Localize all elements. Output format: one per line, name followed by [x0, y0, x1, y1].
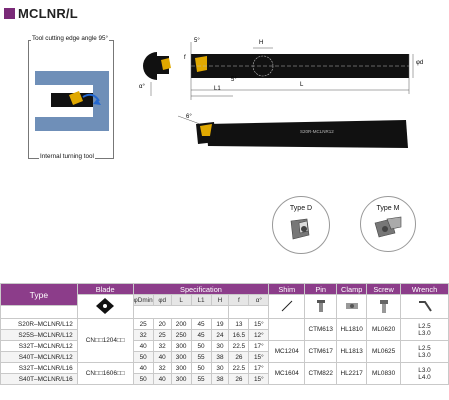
label-f-angle: 5°: [194, 38, 200, 44]
inset-caption-bottom: Internal turning tool: [40, 153, 94, 160]
title-text: MCLNR/L: [18, 6, 78, 21]
tool-holder-3d-graphic: [170, 112, 410, 162]
sub-h: H: [211, 295, 229, 306]
shim-value: MC1604: [269, 363, 305, 385]
sub-l1: L1: [191, 295, 211, 306]
shim-icon: [269, 295, 305, 319]
type-m-label: Type M: [376, 205, 400, 212]
tool-holder-perspective: [170, 112, 410, 167]
tool-holder-diagram: [135, 30, 425, 115]
label-l: L: [300, 82, 304, 88]
wrench-value: L2.5 L3.0: [401, 341, 449, 363]
col-shim: Shim: [269, 284, 305, 295]
inset-caption-top: Tool cutting edge angle 95°: [32, 35, 109, 42]
clamp-value: HL2217: [337, 363, 367, 385]
table-row: S40T–MCLNR/L16 50 40 300 55 38 26 15°: [1, 374, 449, 385]
col-screw: Screw: [367, 284, 401, 295]
clamp-icon: [337, 295, 367, 319]
table-row: S20R–MCLNR/L12 CN□□1204□□ 25 20 200 45 19 13 15° CTM613 HL1810 ML0620 L2.5 L3.0: [1, 319, 449, 330]
col-specification: Specification: [133, 284, 269, 295]
type-m-diagram: [360, 196, 416, 252]
col-type: Type: [1, 284, 78, 306]
wrench-value: L3.0 L4.0: [401, 363, 449, 385]
type-d-diagram: [272, 196, 330, 254]
label-5deg: 5°: [231, 77, 237, 83]
screw-value: ML0625: [367, 341, 401, 363]
label-l1: L1: [214, 86, 221, 92]
table-header-row: [1, 284, 449, 295]
sub-alpha: α°: [249, 295, 269, 306]
blade-code-16: CN□□1606□□: [77, 363, 133, 385]
sub-f: f: [229, 295, 249, 306]
screw-value: ML0620: [367, 319, 401, 341]
col-clamp: Clamp: [337, 284, 367, 295]
col-wrench: Wrench: [401, 284, 449, 295]
wrench-icon: [401, 295, 449, 319]
wrench-value: L2.5 L3.0: [401, 319, 449, 341]
pin-value: CTM613: [305, 319, 337, 341]
specification-table: [0, 283, 449, 385]
col-pin: Pin: [305, 284, 337, 295]
type-m-clamp-graphic: [361, 197, 417, 253]
type-d-clamp-graphic: [273, 197, 331, 255]
table-row: S25S–MCLNR/L12 32 25 250 45 24 16.5 12°: [1, 330, 449, 341]
table-row: S40T–MCLNR/L12 50 40 300 55 38 26 15°: [1, 352, 449, 363]
sub-d: φd: [153, 295, 171, 306]
pin-value: CTM617: [305, 341, 337, 363]
label-f: f: [184, 55, 186, 61]
sub-dmin: φDmin: [133, 296, 153, 304]
shim-value: MC1204: [269, 341, 305, 363]
sub-l: L: [171, 295, 191, 306]
internal-turning-illustration: [28, 35, 114, 160]
boring-operation-graphic: [29, 41, 115, 160]
type-d-label: Type D: [289, 205, 313, 212]
screw-icon: [367, 295, 401, 319]
table-row: S32T–MCLNR/L12 40 32 300 50 30 22.5 17° MC1204 CTM617 HL1813 ML0625 L2.5 L3.0: [1, 341, 449, 352]
col-blade: Blade: [77, 284, 133, 295]
label-alpha: α°: [139, 84, 145, 90]
pin-value: CTM822: [305, 363, 337, 385]
table-row: S32T–MCLNR/L16 CN□□1606□□ 40 32 300 50 30 22.5 17° MC1604 CTM822 HL2217 ML0830 L3.0 L4.0: [1, 363, 449, 374]
clamp-value: HL1810: [337, 319, 367, 341]
page-title: [4, 6, 78, 21]
shank-marking: S20R-MCLNR12: [300, 129, 334, 134]
clamp-value: HL1813: [337, 341, 367, 363]
screw-value: ML0830: [367, 363, 401, 385]
label-6deg: 6°: [186, 114, 192, 120]
tool-holder-top-view: [135, 30, 425, 110]
label-phi-d: φd: [416, 60, 424, 66]
label-h: H: [259, 40, 264, 46]
blade-code-12: CN□□1204□□: [77, 319, 133, 363]
pin-icon: [305, 295, 337, 319]
title-marker: [4, 8, 15, 19]
